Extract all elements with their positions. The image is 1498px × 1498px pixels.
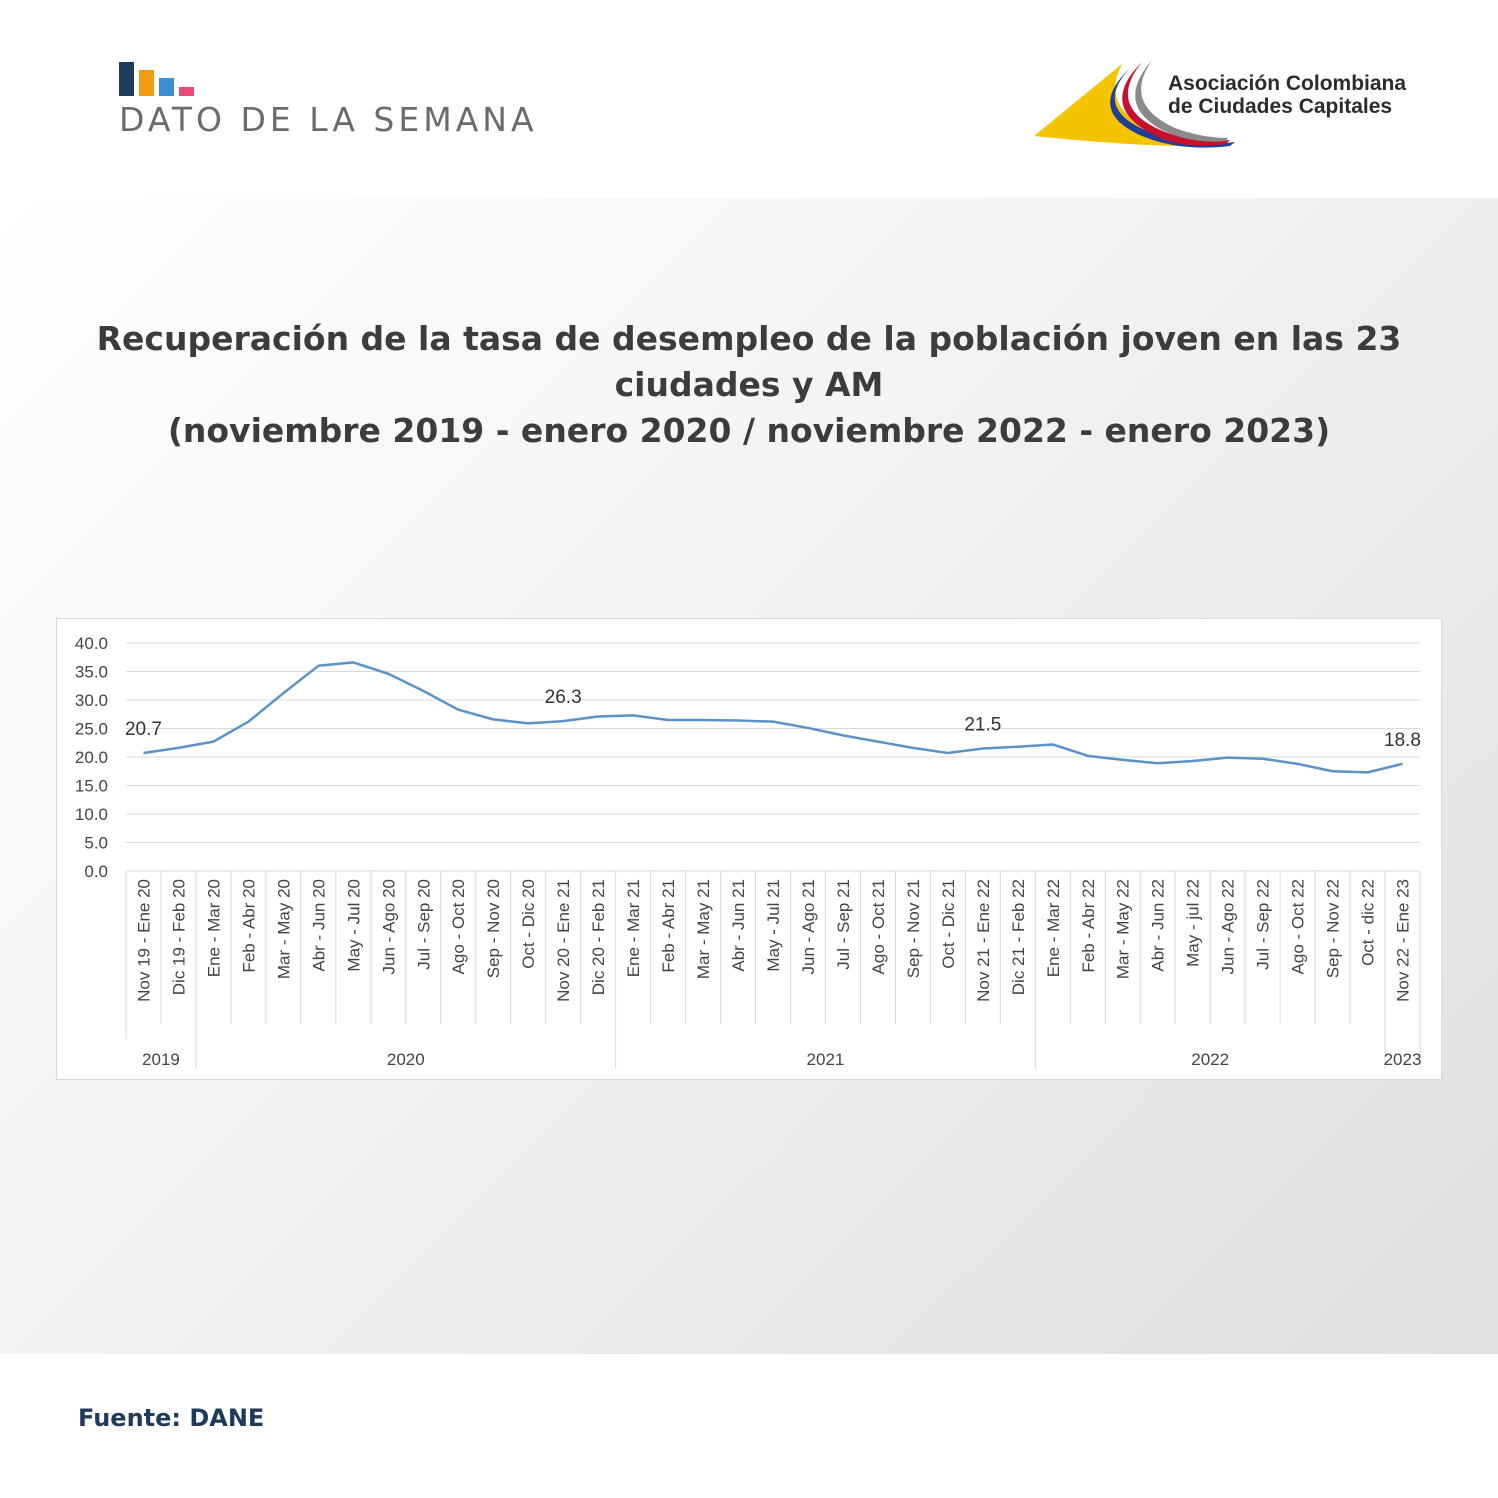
y-tick-label: 15.0 [74,776,108,796]
x-tick-label: Mar - May 20 [274,879,294,980]
x-tick-label: Nov 20 - Ene 21 [554,879,574,1002]
brand-title: DATO DE LA SEMANA [119,100,538,139]
y-tick-label: 30.0 [74,691,108,710]
x-tick-label: Feb - Abr 22 [1078,879,1098,973]
x-tick-label: Jun - Ago 21 [798,879,818,975]
x-tick-label: Abr - Jun 20 [309,879,329,972]
series-line [143,662,1402,772]
x-tick-label: Ene - Mar 20 [204,879,224,978]
x-tick-label: Dic 21 - Feb 22 [1008,879,1028,996]
y-tick-label: 35.0 [74,662,108,682]
x-tick-label: Dic 19 - Feb 20 [169,879,189,996]
y-tick-label: 5.0 [84,833,108,853]
x-tick-label: Abr - Jun 22 [1148,879,1168,972]
logo-line-2: de Ciudades Capitales [1168,95,1393,118]
y-tick-label: 10.0 [74,805,108,824]
y-tick-label: 40.0 [74,634,108,653]
year-label: 2019 [142,1050,180,1069]
header [0,0,1498,198]
logo-bar-4 [179,87,194,96]
x-tick-label: Feb - Abr 20 [239,879,259,973]
y-tick-label: 20.0 [74,748,108,767]
logo-bar-2 [139,70,154,96]
chart-container [56,618,1442,1080]
x-tick-label: Jun - Ago 22 [1218,879,1238,975]
x-tick-label: Abr - Jun 21 [729,879,749,972]
data-label: 21.5 [964,714,1002,736]
year-label: 2020 [386,1050,425,1069]
logo-line-1: Asociación Colombiana [1168,72,1407,95]
x-tick-label: Nov 22 - Ene 23 [1393,879,1413,1002]
source-note: Fuente: DANE [78,1404,265,1432]
x-tick-label: Oct - Dic 20 [519,879,539,969]
x-tick-label: Jul - Sep 22 [1253,879,1273,970]
x-tick-label: Mar - May 21 [694,879,714,980]
x-tick-label: Ago - Oct 21 [868,879,888,975]
x-tick-label: Jul - Sep 20 [414,879,434,970]
year-label: 2023 [1383,1050,1422,1069]
chart-title-line-2: ciudades y AM [614,365,884,404]
x-tick-label: May - jul 22 [1183,879,1203,967]
x-tick-label: Sep - Nov 20 [484,879,504,979]
x-tick-label: Mar - May 22 [1113,879,1133,980]
x-tick-label: Ene - Mar 21 [624,879,644,978]
y-tick-label: 0.0 [84,862,108,881]
x-tick-label: Nov 19 - Ene 20 [134,879,154,1002]
x-tick-label: Oct - dic 22 [1358,879,1378,966]
line-chart [57,619,1441,1079]
data-label: 20.7 [124,719,162,741]
y-tick-label: 25.0 [74,719,108,739]
logo-bar-3 [159,78,174,96]
x-tick-label: Jul - Sep 21 [833,879,853,970]
chart-title [40,316,1458,454]
chart-title-line-1: Recuperación de la tasa de desempleo de la población joven en las 23 [96,319,1402,358]
x-tick-label: Feb - Abr 21 [659,879,679,973]
x-tick-label: Jun - Ago 20 [379,879,399,975]
x-tick-label: Sep - Nov 22 [1323,879,1343,979]
x-tick-label: Sep - Nov 21 [903,879,923,979]
x-tick-label: May - Jul 20 [344,879,364,972]
x-tick-label: Oct - Dic 21 [938,879,958,969]
data-label: 18.8 [1384,729,1422,751]
logo-bar-1 [119,62,134,96]
bar-chart-logo-icon [119,62,199,96]
year-label: 2021 [806,1050,845,1069]
x-tick-label: May - Jul 21 [764,879,783,972]
x-tick-label: Ago - Oct 22 [1288,879,1308,975]
logo-text [1168,72,1406,118]
year-label: 2022 [1191,1050,1230,1069]
x-tick-label: Ene - Mar 22 [1043,879,1063,978]
x-tick-label: Dic 20 - Feb 21 [589,879,609,996]
x-tick-label: Nov 21 - Ene 22 [973,879,993,1002]
x-tick-label: Ago - Oct 20 [449,879,469,975]
chart-title-line-3: (noviembre 2019 - enero 2020 / noviembre 2022 - enero 2023) [167,411,1331,450]
data-label: 26.3 [544,687,582,709]
